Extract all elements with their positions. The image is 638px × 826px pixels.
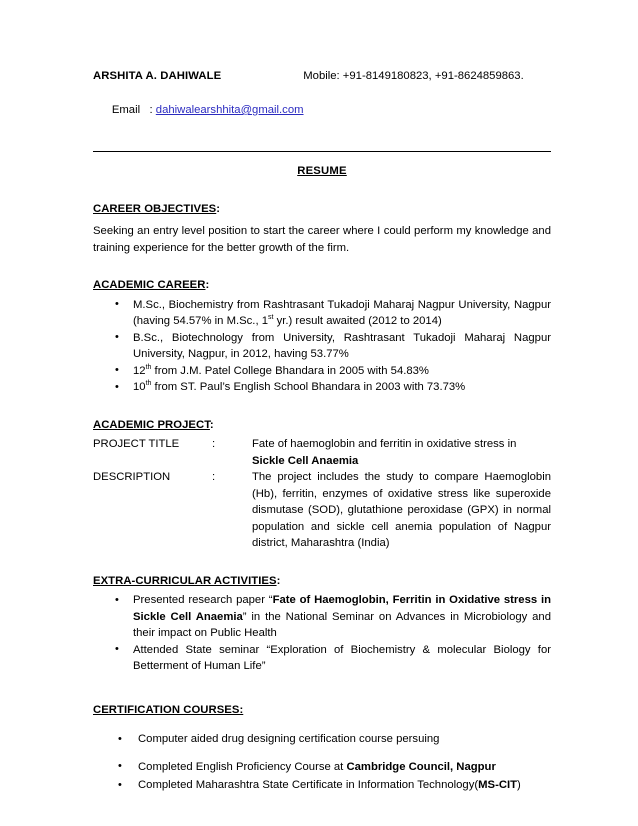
list-item	[93, 731, 551, 748]
project-description-value: The project includes the study to compare Haemoglobin (Hb), ferritin, enzymes of oxidative stress like superoxide dismutase (SOD), glutathione peroxidase (GPX) in normal population and sickle cell anemia population of Nagpur district, Maharashtra (India)	[252, 471, 551, 549]
extra-curricular-heading-text: EXTRA-CURRICULAR ACTIVITIES	[93, 574, 277, 587]
academic-career-heading	[93, 277, 551, 294]
academic-project-heading-text: ACADEMIC PROJECT	[93, 418, 210, 431]
project-title-plain: Fate of haemoglobin and ferritin in oxidative stress in	[252, 438, 517, 450]
item-pre: 10	[133, 381, 146, 393]
section-career-objectives	[93, 201, 551, 257]
career-objectives-heading	[93, 201, 551, 218]
career-objectives-heading-text: CAREER OBJECTIVES	[93, 202, 217, 215]
email-label: Email :	[111, 104, 153, 116]
academic-career-list	[93, 297, 551, 396]
item-pre: Computer aided drug designing certification course persuing	[138, 733, 440, 745]
document-title-text: RESUME	[297, 165, 347, 177]
item-pre: 12	[133, 364, 146, 377]
list-item	[93, 777, 551, 794]
list-item	[93, 759, 551, 776]
email-link[interactable]: dahiwalearshhita@gmail.com	[155, 104, 304, 116]
ordinal-suffix: th	[145, 380, 152, 388]
item-pre: Completed Maharashtra State Certificate in Information Technology(	[138, 779, 479, 791]
list-item	[93, 297, 551, 330]
academic-project-heading	[93, 417, 551, 434]
section-academic-career	[93, 277, 551, 396]
project-title-bold: Sickle Cell Anaemia	[252, 454, 359, 467]
contact-header	[93, 68, 551, 85]
list-item	[93, 592, 551, 642]
list-item	[93, 642, 551, 675]
certification-heading-text: CERTIFICATION COURSES:	[93, 703, 244, 716]
item-bold: MS-CIT	[478, 779, 518, 791]
ordinal-suffix: th	[145, 363, 152, 371]
career-objectives-text: Seeking an entry level position to start the career where I could perform my knowledge and training experience for the better growth of the firm.	[93, 225, 551, 254]
certification-heading	[93, 702, 551, 719]
header-divider	[93, 151, 551, 152]
academic-career-heading-text: ACADEMIC CAREER	[93, 279, 206, 291]
project-title-row	[93, 436, 551, 469]
section-certification-courses	[93, 702, 551, 794]
list-item	[93, 363, 551, 380]
project-description-row	[93, 469, 551, 552]
item-bold: Fate of Haemoglobin, Ferritin in Oxidative stress in Sickle Cell Anaemia	[133, 594, 551, 623]
project-title-label: PROJECT TITLE	[93, 438, 180, 450]
mobile-numbers: Mobile: +91-8149180823, +91-8624859863.	[303, 70, 524, 82]
academic-career-heading-colon: :	[205, 279, 210, 291]
item-bold: Cambridge Council, Nagpur	[346, 760, 496, 773]
item-pre: M.Sc., Biochemistry from Rashtrasant Tukadoji Maharaj Nagpur University, Nagpur (having 54.57% in M.Sc., 1	[133, 298, 551, 327]
item-pre: Attended State seminar “Exploration of Biochemistry & molecular Biology for Betterment of Human Life”	[133, 643, 551, 672]
item-pre: Completed English Proficiency Course at	[138, 760, 347, 773]
section-extra-curricular	[93, 573, 551, 675]
extra-curricular-heading	[93, 573, 551, 590]
extra-curricular-list	[93, 592, 551, 675]
item-post: )	[517, 779, 521, 791]
document-title	[93, 163, 551, 180]
project-description-label: DESCRIPTION	[93, 471, 171, 483]
email-row	[93, 86, 551, 136]
item-post: ” in the National Seminar on Advances in Microbiology and their impact on Public Health	[133, 610, 551, 639]
list-item	[93, 379, 551, 396]
ordinal-suffix: st	[268, 314, 274, 322]
resume-document	[93, 68, 551, 794]
project-title-value	[252, 436, 551, 469]
item-post: from ST. Paul’s English School Bhandara in 2003 with 73.73%	[151, 381, 466, 393]
item-pre: Presented research paper “	[133, 594, 273, 606]
project-title-colon: :	[212, 438, 216, 450]
item-post: yr.) result awaited (2012 to 2014)	[273, 315, 442, 327]
academic-project-heading-colon: :	[209, 418, 214, 431]
item-pre: B.Sc., Biotechnology from University, Rashtrasant Tukadoji Maharaj Nagpur University, Nagpur, in 2012, having 53.77%	[133, 331, 551, 360]
extra-curricular-heading-colon: :	[276, 574, 281, 587]
section-academic-project	[93, 417, 551, 552]
project-description-colon: :	[212, 471, 216, 483]
list-item	[93, 330, 551, 363]
career-objectives-heading-colon: :	[216, 202, 221, 215]
candidate-name: ARSHITA A. DAHIWALE	[93, 70, 222, 82]
certification-list	[93, 731, 551, 794]
item-post: from J.M. Patel College Bhandara in 2005 with 54.83%	[151, 364, 429, 377]
